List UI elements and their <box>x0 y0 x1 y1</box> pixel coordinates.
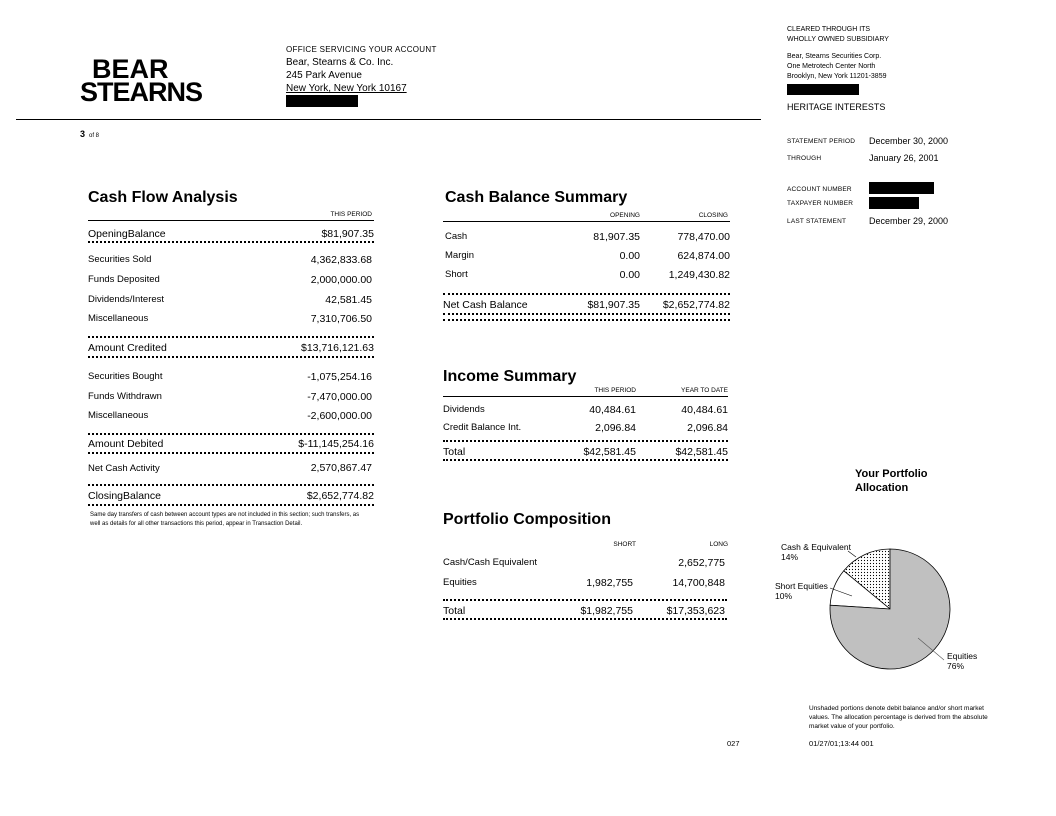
portfolio-label: Cash/Cash Equivalent <box>443 557 537 568</box>
cash-flow-note: Same day transfers of cash between account types are not included in this section; such transfers, as well as details for all other transactions this period, appear in Transaction Detail. <box>90 512 360 527</box>
portfolio-label: Equities <box>443 577 477 588</box>
portfolio-total-long: $17,353,623 <box>666 605 725 617</box>
income-period: 40,484.61 <box>589 404 636 416</box>
portfolio-short: 1,982,755 <box>586 577 633 589</box>
credit-value: 2,000,000.00 <box>310 274 372 286</box>
credit-label: Funds Deposited <box>88 274 160 285</box>
allocation-title <box>855 467 928 495</box>
bear-stearns-logo <box>80 54 203 107</box>
office-city: New York, New York 10167 <box>286 83 407 94</box>
redaction-bar <box>787 84 859 95</box>
income-total-ytd: $42,581.45 <box>675 446 728 458</box>
redaction-bar <box>286 95 358 107</box>
pie-label-cash <box>781 542 851 562</box>
net-cash-balance-close: $2,652,774.82 <box>662 299 730 311</box>
header-divider <box>16 119 761 120</box>
rule <box>443 396 728 397</box>
credit-value: 4,362,833.68 <box>310 254 372 266</box>
cash-balance-label: Short <box>445 269 468 280</box>
dotted-rule <box>443 459 728 463</box>
office-name: Bear, Stearns & Co. Inc. <box>286 57 394 68</box>
pie-label-cash-name: Cash & Equivalent <box>781 542 851 552</box>
income-label: Dividends <box>443 404 485 415</box>
cash-balance-col-opening: OPENING <box>610 212 640 219</box>
pie-label-short <box>775 581 828 601</box>
closing-balance-value: $2,652,774.82 <box>306 490 374 502</box>
office-street: 245 Park Avenue <box>286 70 362 81</box>
pie-label-short-name: Short Equities <box>775 581 828 591</box>
income-label: Credit Balance Int. <box>443 422 522 433</box>
footer-code: 027 <box>727 739 740 748</box>
net-cash-balance-open: $81,907.35 <box>587 299 640 311</box>
amount-credited-value: $13,716,121.63 <box>301 342 374 354</box>
clearing-address2: Brooklyn, New York 11201-3859 <box>787 73 887 80</box>
debit-value: -2,600,000.00 <box>307 410 372 422</box>
allocation-title-line1: Your Portfolio <box>855 468 928 480</box>
income-col-ytd: YEAR TO DATE <box>681 387 728 394</box>
cash-balance-label: Margin <box>445 250 475 261</box>
pie-label-cash-pct: 14% <box>781 552 799 562</box>
debit-label: Funds Withdrawn <box>88 391 162 402</box>
period-to: January 26, 2001 <box>869 153 939 163</box>
pie-label-equities-pct: 76% <box>947 661 965 671</box>
rule <box>88 220 374 221</box>
pie-label-equities-name: Equities <box>947 651 978 661</box>
dotted-rule <box>88 452 374 456</box>
cash-balance-close: 778,470.00 <box>677 231 730 243</box>
cash-balance-open: 0.00 <box>619 250 640 262</box>
page-current: 3 <box>80 129 86 139</box>
dotted-rule <box>443 618 727 622</box>
footer-timestamp: 01/27/01;13:44 001 <box>809 739 874 748</box>
portfolio-long: 2,652,775 <box>678 557 725 569</box>
debit-value: -1,075,254.16 <box>307 371 372 383</box>
cash-flow-title: Cash Flow Analysis <box>88 189 238 206</box>
dotted-rule <box>443 440 728 444</box>
dotted-rule <box>88 484 374 488</box>
through-label: THROUGH <box>787 155 822 162</box>
closing-balance-label: ClosingBalance <box>88 490 161 502</box>
cash-balance-open: 0.00 <box>619 269 640 281</box>
credit-value: 7,310,706.50 <box>310 313 372 325</box>
dotted-rule <box>443 293 730 297</box>
net-cash-activity-value: 2,570,867.47 <box>310 462 372 474</box>
dotted-rule <box>88 241 374 245</box>
cash-balance-close: 624,874.00 <box>677 250 730 262</box>
credit-label: Securities Sold <box>88 254 152 265</box>
cash-balance-open: 81,907.35 <box>593 231 640 243</box>
cash-balance-col-closing: CLOSING <box>698 212 728 219</box>
cash-balance-close: 1,249,430.82 <box>668 269 730 281</box>
amount-debited-label: Amount Debited <box>88 438 164 450</box>
debit-label: Securities Bought <box>88 371 163 382</box>
income-ytd: 40,484.61 <box>681 404 728 416</box>
pie-label-equities <box>947 651 977 671</box>
office-label: OFFICE SERVICING YOUR ACCOUNT <box>286 45 437 54</box>
clearing-line1: CLEARED THROUGH ITS <box>787 26 871 33</box>
page-of: of 8 <box>89 133 100 139</box>
logo-line1: BEAR <box>92 54 169 84</box>
period-from: December 30, 2000 <box>869 136 949 146</box>
opening-balance-value: $81,907.35 <box>321 228 374 240</box>
dotted-rule <box>88 433 374 437</box>
office-block <box>286 43 437 111</box>
debit-value: -7,470,000.00 <box>307 391 372 403</box>
credit-label: Dividends/Interest <box>88 294 165 305</box>
clearing-name: Bear, Stearns Securities Corp. <box>787 53 882 60</box>
taxpayer-redaction <box>869 197 919 209</box>
credit-label: Miscellaneous <box>88 313 149 324</box>
portfolio-col-long: LONG <box>709 541 728 548</box>
income-ytd: 2,096.84 <box>687 422 728 434</box>
page-number <box>80 129 99 139</box>
double-dotted-rule <box>443 313 730 321</box>
logo-line2: STEARNS <box>80 77 203 107</box>
clearing-address1: One Metrotech Center North <box>787 63 876 70</box>
cash-balance-label: Cash <box>445 231 468 242</box>
clearing-line2: WHOLLY OWNED SUBSIDIARY <box>787 36 889 43</box>
account-number-redaction <box>869 182 934 194</box>
pie-label-short-pct: 10% <box>775 591 793 601</box>
credit-value: 42,581.45 <box>325 294 372 306</box>
portfolio-total-short: $1,982,755 <box>580 605 633 617</box>
allocation-title-line2: Allocation <box>855 482 909 494</box>
portfolio-total-label: Total <box>443 605 466 617</box>
net-cash-balance-label: Net Cash Balance <box>443 299 528 311</box>
income-title: Income Summary <box>443 368 577 385</box>
dotted-rule <box>88 336 374 340</box>
income-period: 2,096.84 <box>595 422 636 434</box>
account-number-label: ACCOUNT NUMBER <box>787 186 852 193</box>
dotted-rule <box>88 356 374 360</box>
debit-label: Miscellaneous <box>88 410 149 421</box>
allocation-note: Unshaded portions denote debit balance and/or short market values. The allocation percentage is derived from the absolute market value of your portfolio. <box>809 705 988 730</box>
dotted-rule <box>88 504 374 508</box>
account-name: HERITAGE INTERESTS <box>787 102 886 112</box>
net-cash-activity-label: Net Cash Activity <box>88 463 160 474</box>
period-label: STATEMENT PERIOD <box>787 138 856 145</box>
opening-balance-label: OpeningBalance <box>88 228 166 240</box>
last-statement-label: LAST STATEMENT <box>787 218 847 225</box>
income-col-period: THIS PERIOD <box>594 387 636 394</box>
portfolio-title: Portfolio Composition <box>443 511 611 528</box>
rule <box>443 221 730 222</box>
clearing-address <box>787 52 887 99</box>
cash-balance-title: Cash Balance Summary <box>445 189 628 206</box>
taxpayer-label: TAXPAYER NUMBER <box>787 200 854 207</box>
portfolio-long: 14,700,848 <box>672 577 725 589</box>
clearing-header <box>787 25 889 45</box>
amount-credited-label: Amount Credited <box>88 342 167 354</box>
income-total-period: $42,581.45 <box>583 446 636 458</box>
last-statement-date: December 29, 2000 <box>869 216 949 226</box>
income-total-label: Total <box>443 446 466 458</box>
amount-debited-value: $-11,145,254.16 <box>298 438 374 450</box>
portfolio-col-short: SHORT <box>613 541 636 548</box>
cash-flow-col-header: THIS PERIOD <box>330 211 372 218</box>
dotted-rule <box>443 599 727 603</box>
